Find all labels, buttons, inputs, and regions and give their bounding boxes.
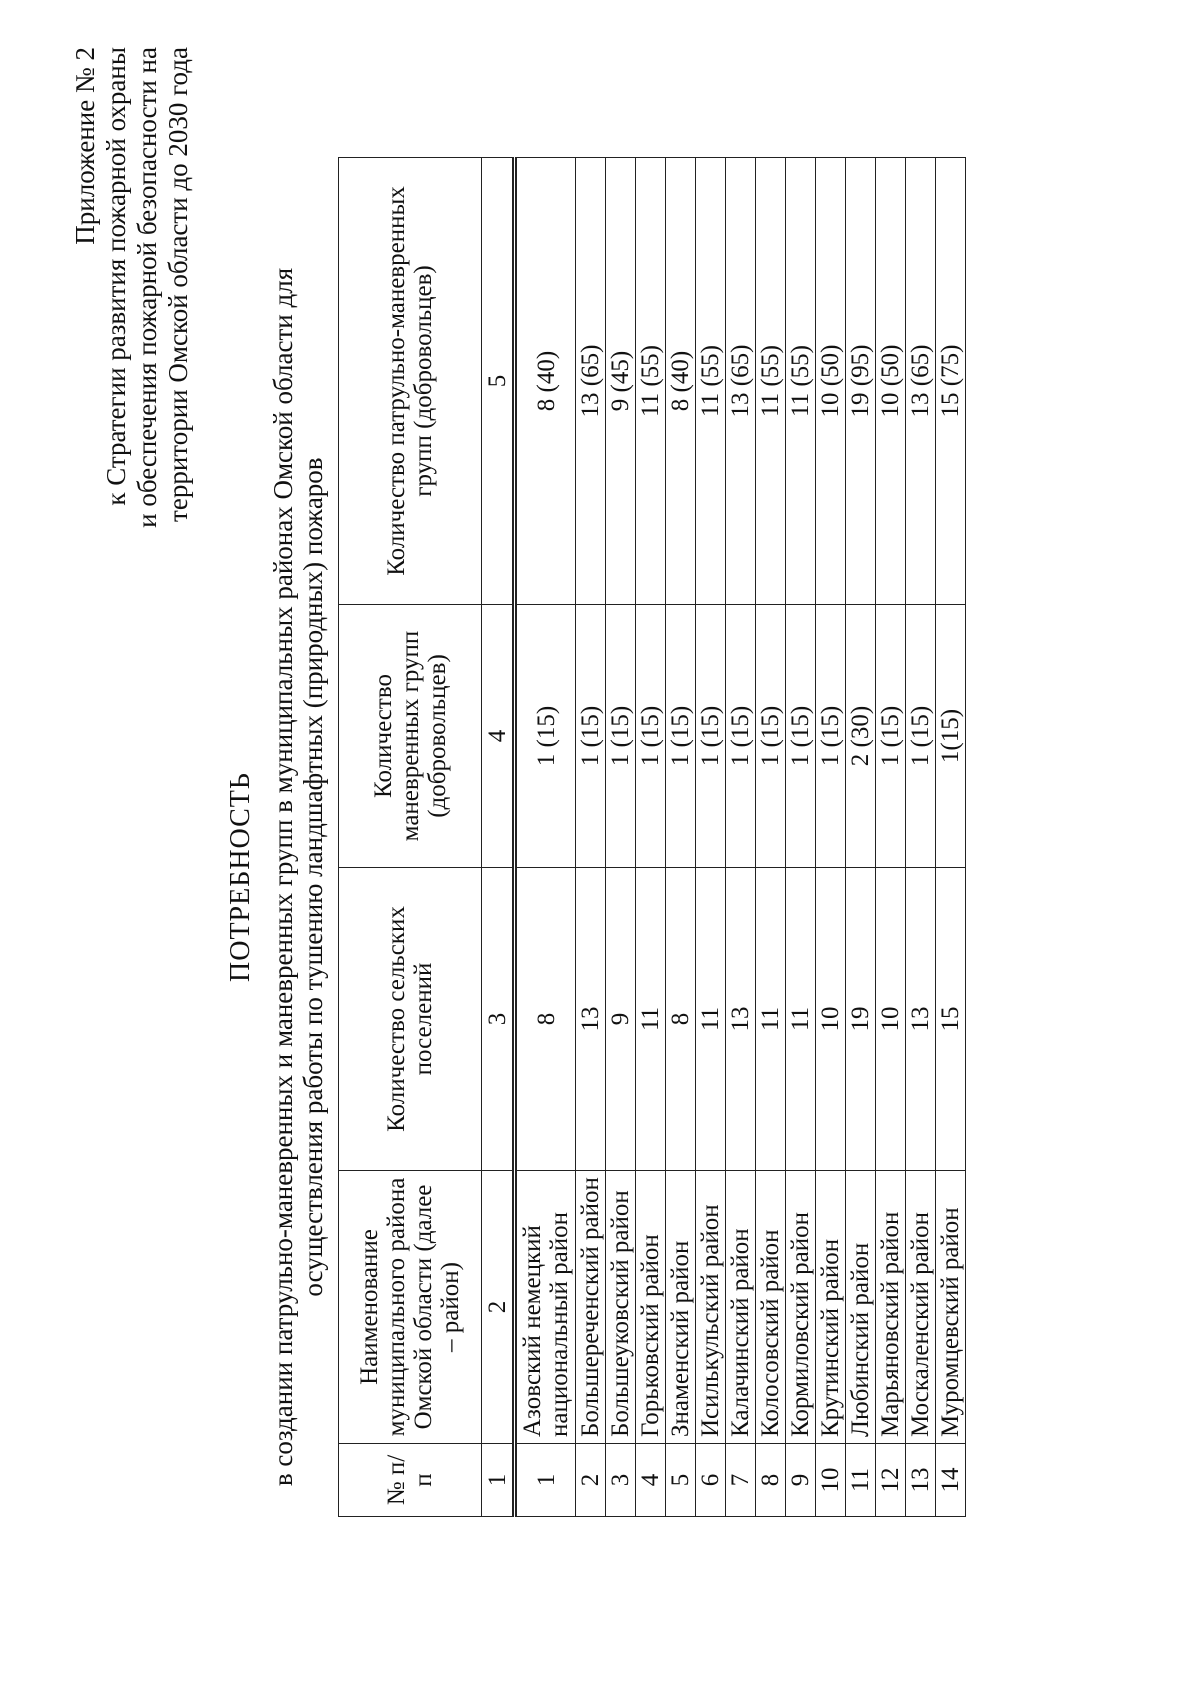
row-number: 2 [576, 1444, 606, 1517]
settlements-count: 10 [876, 868, 906, 1171]
row-number: 5 [666, 1444, 696, 1517]
table-row [786, 158, 816, 1517]
maneuver-groups: 1 (15) [876, 605, 906, 868]
patrol-groups: 9 (45) [606, 158, 636, 605]
settlements-count: 11 [786, 868, 816, 1171]
row-number: 8 [756, 1444, 786, 1517]
patrol-groups: 10 (50) [816, 158, 846, 605]
maneuver-groups: 1 (15) [756, 605, 786, 868]
maneuver-groups: 1 (15) [816, 605, 846, 868]
patrol-groups: 10 (50) [876, 158, 906, 605]
settlements-count: 10 [816, 868, 846, 1171]
table-row [876, 158, 906, 1517]
appendix-line: Приложение № 2 [70, 47, 100, 245]
patrol-groups: 11 (55) [636, 158, 666, 605]
settlements-count: 19 [846, 868, 876, 1171]
table-row [515, 158, 576, 1517]
header-patrol-groups: Количество патрульно-маневренных групп (добровольцев) [339, 158, 482, 605]
settlements-count: 13 [906, 868, 936, 1171]
document-subtitle [268, 177, 328, 1577]
appendix-line: и обеспечения пожарной безопасности на [132, 47, 162, 528]
patrol-groups: 13 (65) [576, 158, 606, 605]
district-name: Знаменский район [666, 1171, 696, 1444]
appendix-line: к Стратегии развития пожарной охраны [101, 47, 131, 506]
maneuver-groups: 1 (15) [515, 605, 576, 868]
row-number: 6 [696, 1444, 726, 1517]
row-number: 3 [606, 1444, 636, 1517]
table-header-row [339, 158, 482, 1517]
row-number: 10 [816, 1444, 846, 1517]
column-number: 3 [482, 868, 515, 1171]
patrol-groups: 8 (40) [666, 158, 696, 605]
maneuver-groups: 2 (30) [846, 605, 876, 868]
settlements-count: 11 [756, 868, 786, 1171]
table-row [606, 158, 636, 1517]
district-name: Большеуковский район [606, 1171, 636, 1444]
patrol-groups: 8 (40) [515, 158, 576, 605]
district-name: Горьковский район [636, 1171, 666, 1444]
row-number: 13 [906, 1444, 936, 1517]
document-title: ПОТРЕБНОСТЬ [225, 772, 256, 982]
settlements-count: 13 [576, 868, 606, 1171]
row-number: 1 [515, 1444, 576, 1517]
column-number: 1 [482, 1444, 515, 1517]
patrol-groups: 13 (65) [906, 158, 936, 605]
maneuver-groups: 1 (15) [786, 605, 816, 868]
patrol-groups: 13 (65) [726, 158, 756, 605]
header-district-name: Наименование муниципального района Омской области (далее – район) [339, 1171, 482, 1444]
row-number: 4 [636, 1444, 666, 1517]
header-maneuver-groups: Количество маневренных групп (добровольцев) [339, 605, 482, 868]
table-row [906, 158, 936, 1517]
row-number: 12 [876, 1444, 906, 1517]
district-name: Исилькульский район [696, 1171, 726, 1444]
table-row [936, 158, 966, 1517]
settlements-count: 11 [636, 868, 666, 1171]
settlements-count: 11 [696, 868, 726, 1171]
district-name: Колосовский район [756, 1171, 786, 1444]
patrol-groups: 11 (55) [786, 158, 816, 605]
row-number: 9 [786, 1444, 816, 1517]
district-name: Кормиловский район [786, 1171, 816, 1444]
maneuver-groups: 1 (15) [666, 605, 696, 868]
maneuver-groups: 1 (15) [726, 605, 756, 868]
district-name: Азовский немецкий национальный район [515, 1171, 576, 1444]
district-name: Муромцевский район [936, 1171, 966, 1444]
row-number: 7 [726, 1444, 756, 1517]
district-name: Крутинский район [816, 1171, 846, 1444]
table-row [846, 158, 876, 1517]
appendix-note [70, 47, 194, 687]
header-settlements: Количество сельских поселений [339, 868, 482, 1171]
table-row [816, 158, 846, 1517]
maneuver-groups: 1 (15) [906, 605, 936, 868]
maneuver-groups: 1(15) [936, 605, 966, 868]
table-row [636, 158, 666, 1517]
header-number: № п/п [339, 1444, 482, 1517]
patrol-groups: 19 (95) [846, 158, 876, 605]
maneuver-groups: 1 (15) [606, 605, 636, 868]
maneuver-groups: 1 (15) [696, 605, 726, 868]
appendix-line: территории Омской области до 2030 года [163, 47, 193, 522]
patrol-groups: 15 (75) [936, 158, 966, 605]
row-number: 11 [846, 1444, 876, 1517]
subtitle-line: осуществления работы по тушению ландшафтных (природных) пожаров [298, 457, 328, 1297]
maneuver-groups: 1 (15) [636, 605, 666, 868]
row-number: 14 [936, 1444, 966, 1517]
subtitle-line: в создании патрульно-маневренных и маневренных групп в муниципальных районах Омской области для [268, 267, 298, 1487]
settlements-count: 15 [936, 868, 966, 1171]
district-name: Москаленский район [906, 1171, 936, 1444]
patrol-groups: 11 (55) [696, 158, 726, 605]
settlements-count: 8 [666, 868, 696, 1171]
settlements-count: 8 [515, 868, 576, 1171]
table-row [666, 158, 696, 1517]
column-number: 4 [482, 605, 515, 868]
column-number: 2 [482, 1171, 515, 1444]
column-number-row [482, 158, 515, 1517]
table-row [576, 158, 606, 1517]
settlements-count: 9 [606, 868, 636, 1171]
table-row [726, 158, 756, 1517]
district-name: Марьяновский район [876, 1171, 906, 1444]
table-row [696, 158, 726, 1517]
patrol-groups: 11 (55) [756, 158, 786, 605]
district-name: Большереченский район [576, 1171, 606, 1444]
column-number: 5 [482, 158, 515, 605]
table-row [756, 158, 786, 1517]
settlements-count: 13 [726, 868, 756, 1171]
groups-table [338, 157, 966, 1517]
district-name: Любинский район [846, 1171, 876, 1444]
maneuver-groups: 1 (15) [576, 605, 606, 868]
district-name: Калачинский район [726, 1171, 756, 1444]
